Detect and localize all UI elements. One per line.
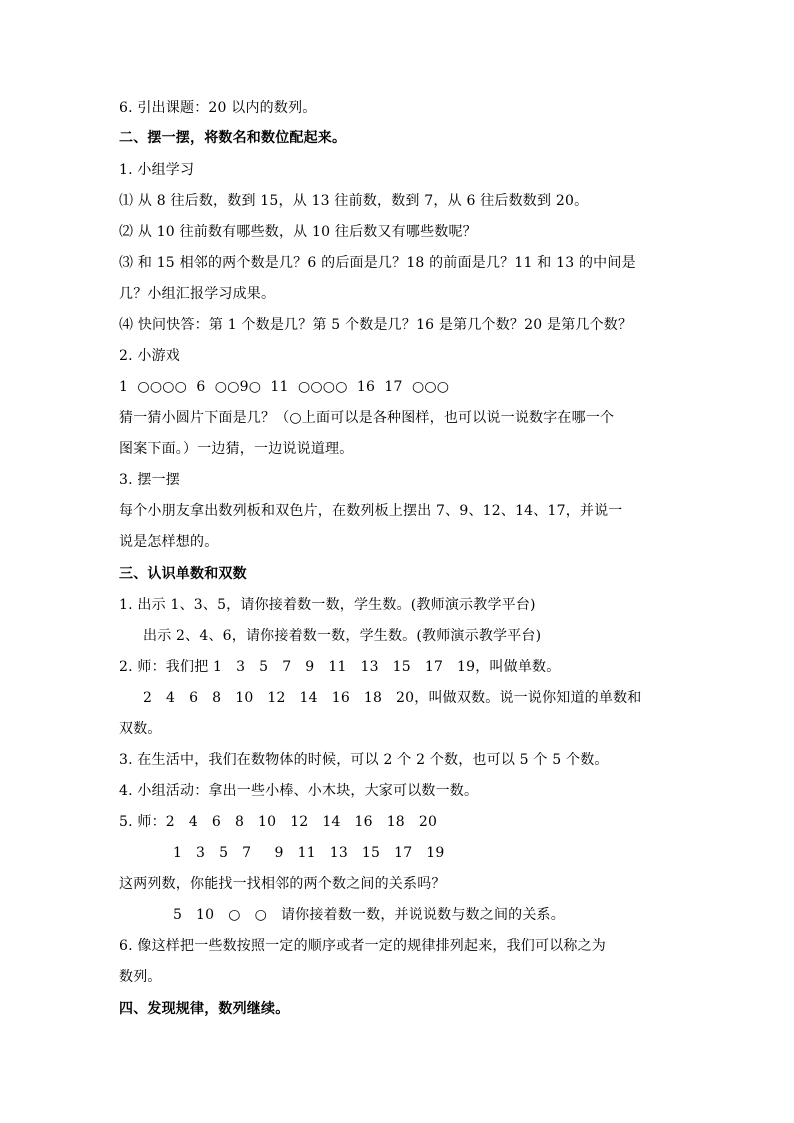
list-item: 5. 师：2 4 6 8 10 12 14 16 18 20 — [119, 814, 438, 830]
list-item: 1. 出示 1、3、5，请你接着数一数，学生数。(教师演示教学平台) — [119, 597, 536, 613]
paragraph-line: 猜一猜小圆片下面是几？（○上面可以是各种图样，也可以说一说数字在哪一个 — [119, 410, 615, 426]
subsection-heading: 2. 小游戏 — [119, 348, 181, 364]
list-item-continuation: 出示 2、4、6，请你接着数一数，学生数。(教师演示教学平台) — [143, 628, 542, 644]
list-item-continuation: 几？小组汇报学习成果。 — [119, 286, 276, 302]
list-item: 6. 像这样把一些数按照一定的顺序或者一定的规律排列起来，我们可以称之为 — [119, 938, 607, 954]
list-item: ⑶ 和 15 相邻的两个数是几？6 的后面是几？18 的前面是几？11 和 13 的中间是 — [119, 255, 636, 271]
list-item-continuation: 双数。 — [119, 721, 162, 737]
list-item: 3. 在生活中，我们在数物体的时候，可以 2 个 2 个数，也可以 5 个 5 个数。 — [119, 752, 609, 768]
paragraph-line: 每个小朋友拿出数列板和双色片，在数列板上摆出 7、9、12、14、17，并说一 — [119, 503, 623, 519]
list-item: ⑴ 从 8 往后数，数到 15，从 13 往前数，数到 7，从 6 往后数数到 20。 — [119, 193, 589, 209]
paragraph-line: 说是怎样想的。 — [119, 534, 219, 550]
intro-line: 6. 引出课题：20 以内的数列。 — [119, 100, 317, 116]
section-heading: 二、摆一摆，将数名和数位配起来。 — [119, 130, 347, 146]
number-sequence: 1 3 5 7 9 11 13 15 17 19 — [173, 845, 445, 861]
subsection-heading: 1. 小组学习 — [119, 162, 195, 178]
paragraph-line: 这两列数，你能找一找相邻的两个数之间的关系吗？ — [119, 876, 446, 892]
game-sequence: 1 ○○○○ 6 ○○9○ 11 ○○○○ 16 17 ○○○ — [119, 379, 450, 395]
list-item: ⑵ 从 10 往前数有哪些数，从 10 往后数又有哪些数呢？ — [119, 224, 477, 240]
number-sequence: 5 10 ○ ○ 请你接着数一数，并说说数与数之间的关系。 — [173, 907, 565, 923]
list-item-continuation: 数列。 — [119, 969, 162, 985]
section-heading: 四、发现规律，数列继续。 — [119, 1001, 290, 1017]
list-item: 2. 师：我们把 1 3 5 7 9 11 13 15 17 19，叫做单数。 — [119, 659, 561, 675]
section-heading: 三、认识单数和双数 — [119, 566, 247, 582]
paragraph-line: 图案下面。）一边猜，一边说说道理。 — [119, 441, 354, 457]
list-item-continuation: 2 4 6 8 10 12 14 16 18 20，叫做双数。说一说你知道的单数和 — [143, 690, 642, 706]
list-item: ⑷ 快问快答：第 1 个数是几？第 5 个数是几？16 是第几个数？20 是第几个数？ — [119, 317, 633, 333]
list-item: 4. 小组活动：拿出一些小棒、小木块，大家可以数一数。 — [119, 783, 479, 799]
subsection-heading: 3. 摆一摆 — [119, 472, 181, 488]
